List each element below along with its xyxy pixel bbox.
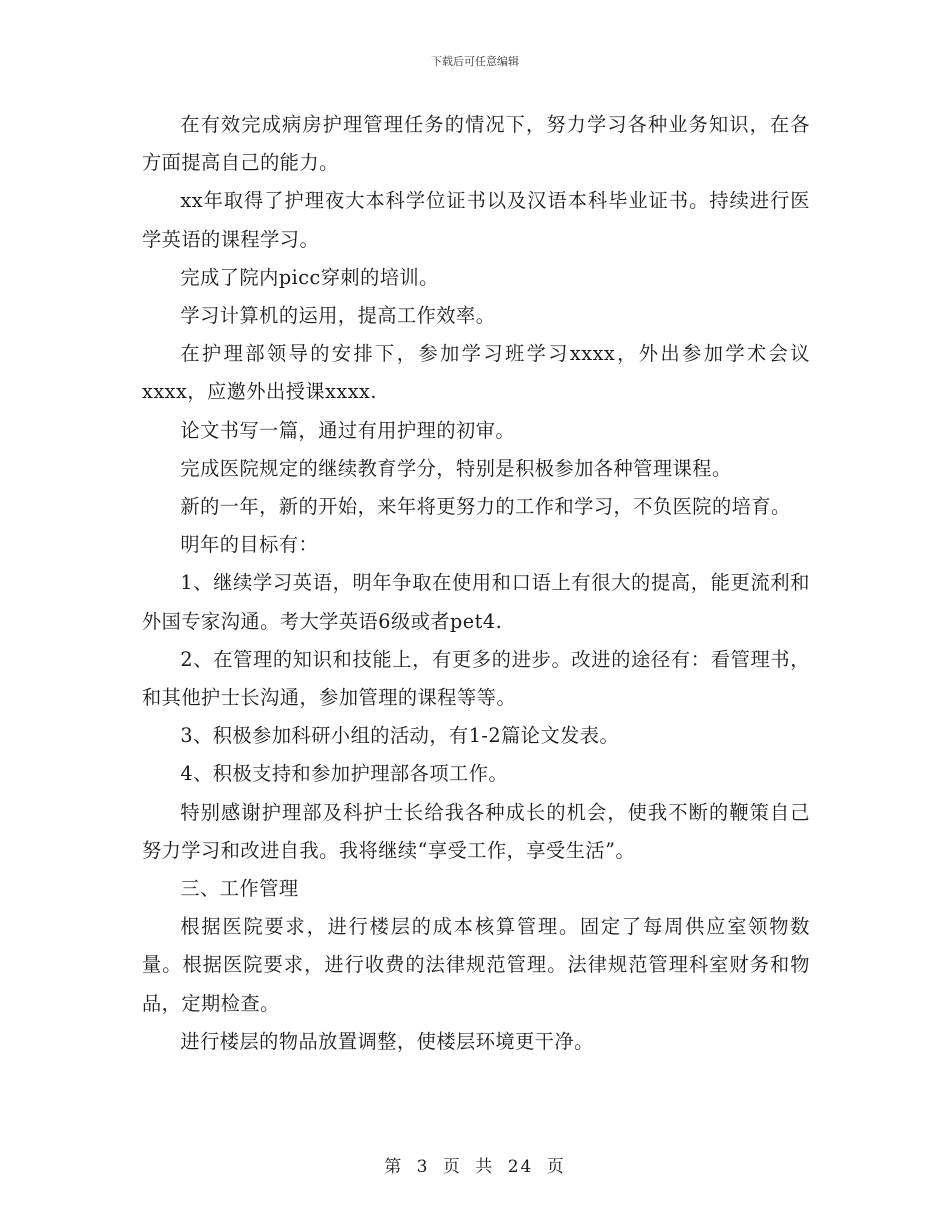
section-heading: 三、工作管理 — [180, 877, 299, 901]
paragraph: 明年的目标有： — [180, 533, 319, 557]
page-header-note: 下载后可任意编辑 — [431, 55, 519, 68]
paragraph: 2、在管理的知识和技能上，有更多的进步。改进的途径有：看管理书，和其他护士长沟通，参加管理的课程等等。 — [142, 647, 810, 710]
page-number-footer: 第 3 页 共 24 页 — [384, 1157, 566, 1177]
paragraph: 进行楼层的物品放置调整，使楼层环境更干净。 — [180, 1029, 594, 1053]
document-body — [142, 106, 810, 1061]
paragraph: 学习计算机的运用，提高工作效率。 — [180, 304, 496, 328]
paragraph: 根据医院要求，进行楼层的成本核算管理。固定了每周供应室领物数量。根据医院要求，进行收费的法律规范管理。法律规范管理科室财务和物品，定期检查。 — [142, 915, 810, 1015]
paragraph: 特别感谢护理部及科护士长给我各种成长的机会，使我不断的鞭策自己努力学习和改进自我。我将继续“享受工作，享受生活”。 — [142, 800, 810, 862]
paragraph: 新的一年，新的开始，来年将更努力的工作和学习，不负医院的培育。 — [180, 495, 791, 519]
paragraph: 在有效完成病房护理管理任务的情况下，努力学习各种业务知识，在各方面提高自己的能力。 — [142, 113, 810, 175]
paragraph: 4、积极支持和参加护理部各项工作。 — [180, 762, 509, 786]
paragraph: 完成医院规定的继续教育学分，特别是积极参加各种管理课程。 — [180, 456, 732, 480]
paragraph: 在护理部领导的安排下，参加学习班学习xxxx，外出参加学术会议xxxx，应邀外出授课xxxx. — [142, 342, 810, 404]
paragraph: 论文书写一篇，通过有用护理的初审。 — [180, 418, 516, 442]
paragraph: 完成了院内picc穿刺的培训。 — [180, 265, 439, 289]
paragraph: xx年取得了护理夜大本科学位证书以及汉语本科毕业证书。持续进行医学英语的课程学习。 — [142, 189, 810, 251]
paragraph: 3、积极参加科研小组的活动，有1-2篇论文发表。 — [180, 724, 620, 748]
paragraph: 1、继续学习英语，明年争取在使用和口语上有很大的提高，能更流利和外国专家沟通。考大学英语6级或者pet4. — [142, 571, 810, 633]
